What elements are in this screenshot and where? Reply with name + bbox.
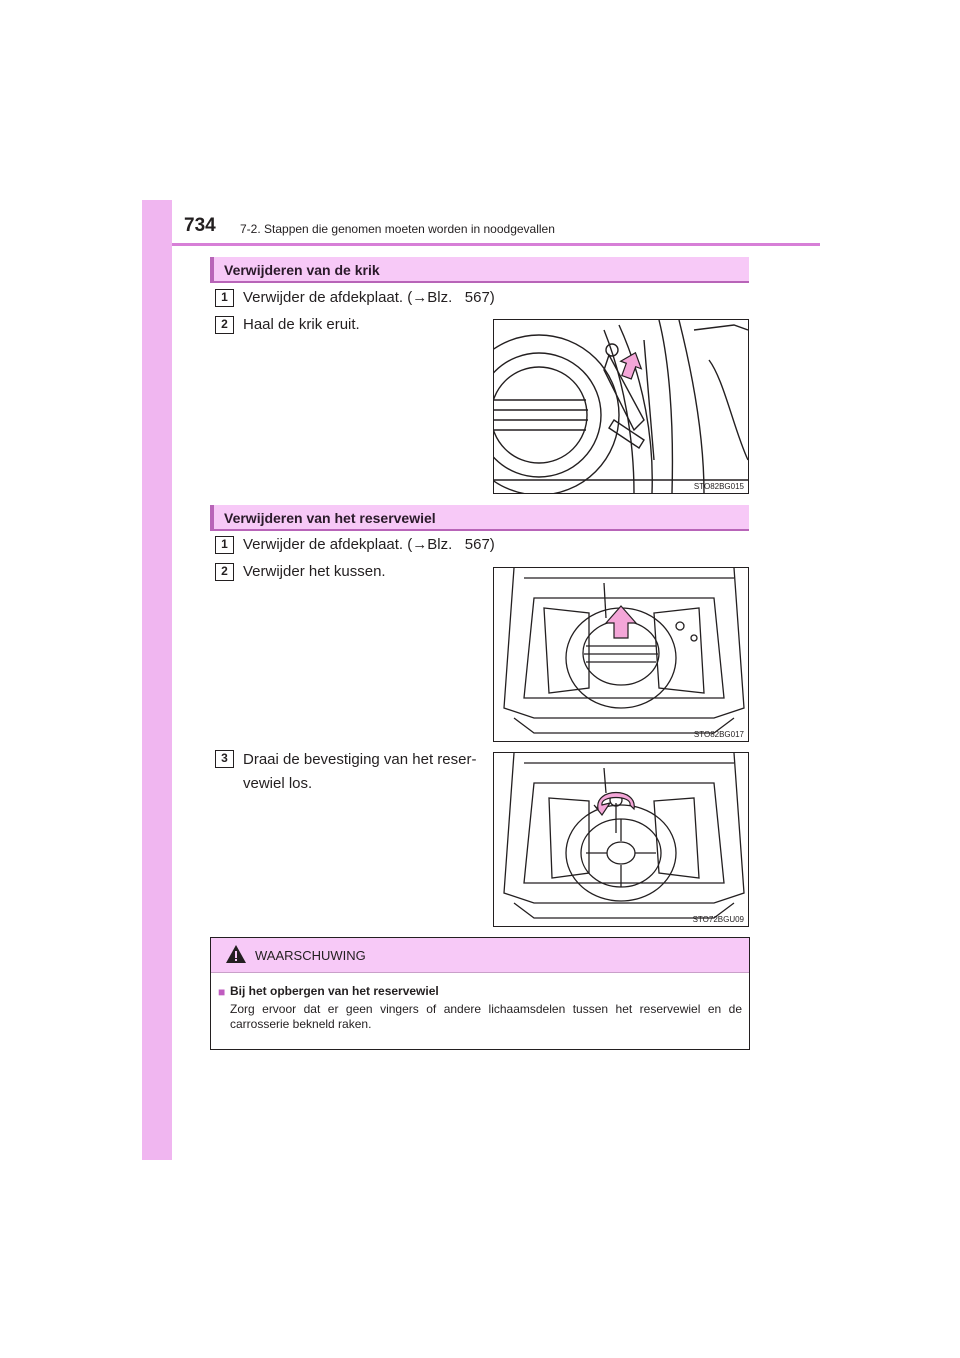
figure-code: STO72BGU09: [692, 915, 744, 924]
page-number: 734: [184, 215, 216, 236]
warning-triangle-icon: [225, 944, 247, 964]
spare-wheel-illustration: [493, 752, 749, 927]
step-text: Haal de krik eruit.: [243, 316, 360, 333]
step-badge: 3: [215, 750, 234, 768]
step-text: Verwijder de afdekplaat. (→Blz. 567): [243, 536, 495, 553]
step-badge: 2: [215, 316, 234, 334]
warning-text: Zorg ervoor dat er geen vingers of andere lichaamsdelen tussen het reservewiel en de carrosserie bekneld raken.: [230, 1002, 742, 1031]
side-tab-bar: [142, 200, 172, 1160]
step-badge: 2: [215, 563, 234, 581]
warning-box: [210, 937, 750, 1050]
cushion-drawing: [494, 568, 748, 741]
cushion-illustration: [493, 567, 749, 742]
warning-subtitle: Bij het opbergen van het reservewiel: [230, 984, 439, 998]
step-text-continued: vewiel los.: [243, 775, 313, 792]
rotate-arrow-icon: [594, 793, 634, 816]
warning-header: [211, 938, 749, 973]
header-divider: [172, 243, 820, 246]
bullet-square-icon: ■: [218, 985, 226, 999]
step-badge: 1: [215, 536, 234, 554]
figure-code: STO82BG015: [693, 482, 744, 491]
jack-illustration: [493, 319, 749, 494]
step-text: Verwijder het kussen.: [243, 563, 386, 580]
jack-drawing: [494, 320, 748, 493]
step-text: Verwijder de afdekplaat. (→Blz. 567): [243, 289, 495, 306]
spare-wheel-drawing: [494, 753, 748, 926]
step-text: Draai de bevestiging van het reser-: [243, 751, 477, 768]
chapter-title: 7-2. Stappen die genomen moeten worden in noodgevallen: [240, 222, 555, 236]
warning-title: WAARSCHUWING: [255, 948, 366, 963]
up-arrow-icon: [606, 606, 636, 638]
section-title-jack: Verwijderen van de krik: [210, 257, 749, 283]
section-title-spare-wheel: Verwijderen van het reservewiel: [210, 505, 749, 531]
figure-code: STO82BG017: [693, 730, 744, 739]
step-badge: 1: [215, 289, 234, 307]
